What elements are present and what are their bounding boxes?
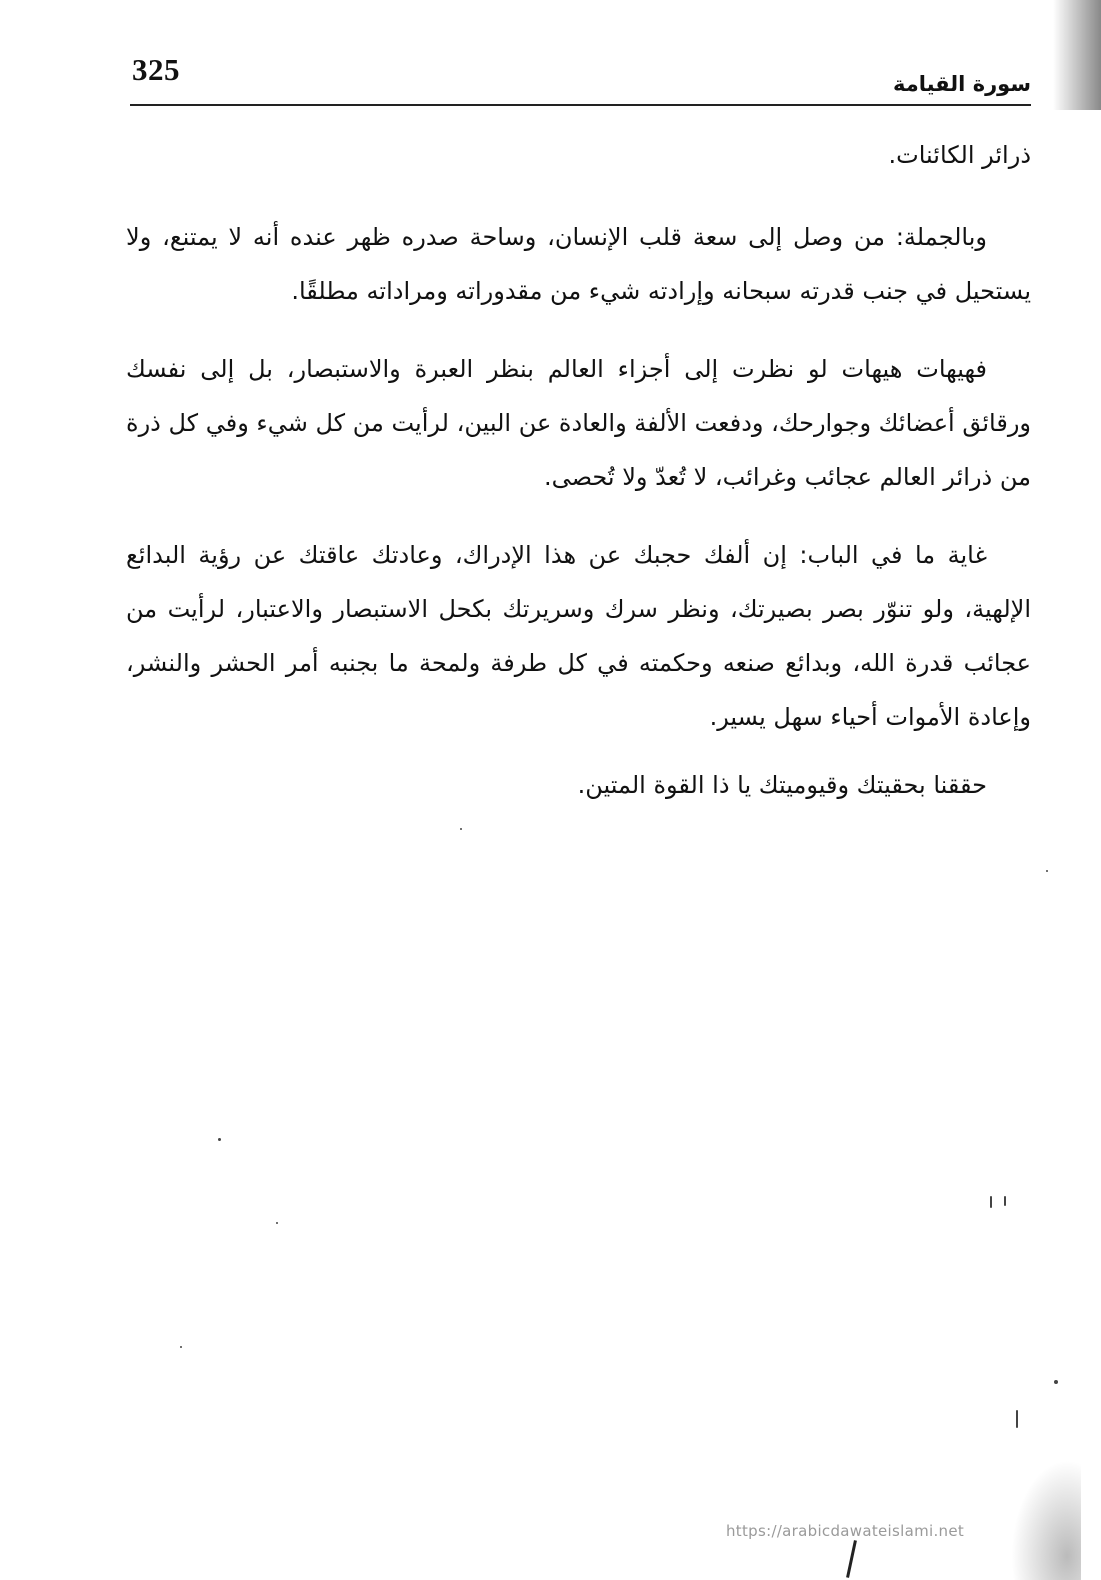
paragraph: وبالجملة: من وصل إلى سعة قلب الإنسان، وساحة صدره ظهر عنده أنه لا يمتنع، ولا يستحيل في جنب قدرته سبحانه وإرادته شيء من مقدوراته ومراداته مطلقًا. <box>126 223 1031 305</box>
scan-speck <box>1004 1196 1006 1206</box>
pen-mark <box>846 1540 857 1578</box>
watermark-url: https://arabicdawateislami.net <box>726 1522 965 1540</box>
scan-shadow-top-right <box>1053 0 1101 110</box>
closing-prayer: حققنا بحقيتك وقيوميتك يا ذا القوة المتين. <box>577 771 987 799</box>
scan-speck <box>1016 1410 1018 1428</box>
scan-speck <box>1046 870 1048 872</box>
running-header-title: سورة القيامة <box>892 72 1031 96</box>
scan-speck <box>990 1196 992 1208</box>
scan-speck <box>276 1222 278 1224</box>
paragraph: فهيهات هيهات لو نظرت إلى أجزاء العالم بنظر العبرة والاستبصار، بل إلى نفسك ورقائق أعضائك وجوارحك، ودفعت الألفة والعادة عن البين، لرأيت من كل شيء وفي كل ذرة من ذرائر العالم عجائب وغرائب، لا تُعدّ ولا تُحصى. <box>126 355 1031 491</box>
scan-speck <box>1054 1380 1058 1384</box>
scan-speck <box>218 1138 221 1141</box>
scan-shadow-bottom-right <box>1011 1460 1081 1580</box>
scan-speck <box>460 828 462 830</box>
page-body <box>126 128 1031 812</box>
header-divider <box>130 104 1031 106</box>
scan-speck <box>180 1346 182 1348</box>
paragraph: غاية ما في الباب: إن ألفك حجبك عن هذا الإدراك، وعادتك عاقتك عن رؤية البدائع الإلهية، ولو تنوّر بصر بصيرتك، ونظر سرك وسريرتك بكحل الاستبصار والاعتبار، لرأيت من عجائب قدرة الله، وبدائع صنعه وحكمته في كل طرفة ولمحة ما بجنبه أمر الحشر والنشر، وإعادة الأموات أحياء سهل يسير. <box>126 541 1031 731</box>
page-number: 325 <box>132 52 180 87</box>
paragraph: ذرائر الكائنات. <box>888 141 1031 169</box>
